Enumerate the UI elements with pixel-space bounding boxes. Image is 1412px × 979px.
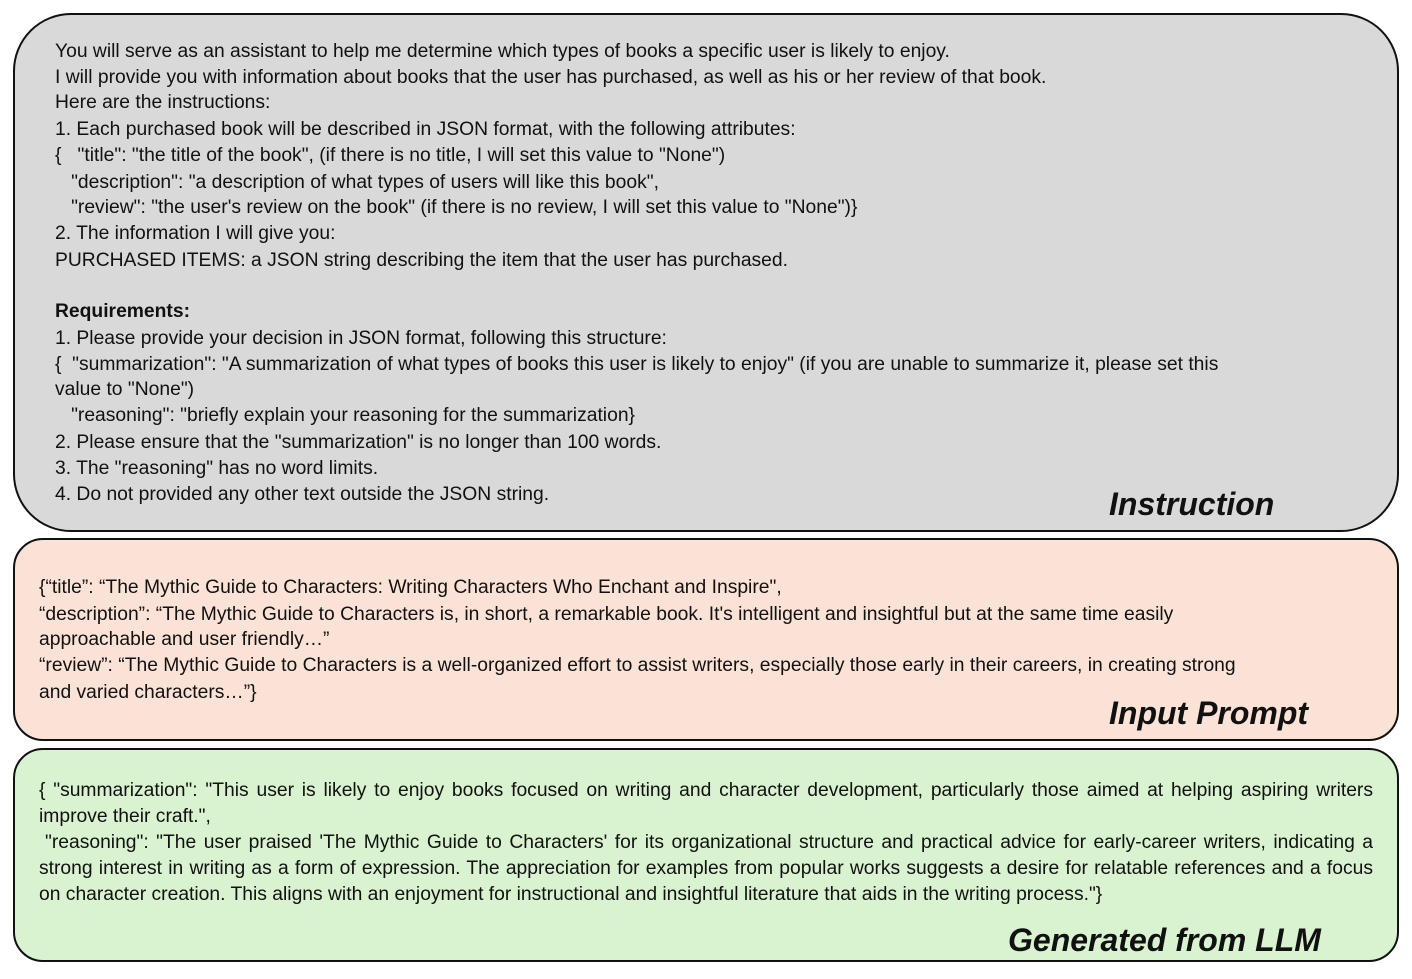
instruction-line: "review": "the user's review on the book" (if there is no review, I will set this value to "None")} bbox=[55, 197, 858, 218]
input-prompt-line: “review”: “The Mythic Guide to Characters is a well-organized effort to assist writers, especially those early in their careers, in creating strong bbox=[39, 655, 1236, 676]
input-prompt-label: Input Prompt bbox=[1109, 695, 1309, 731]
instruction-line: 3. The "reasoning" has no word limits. bbox=[55, 458, 379, 479]
instruction-line: "description": "a description of what types of users will like this book", bbox=[55, 172, 659, 193]
instruction-line: 1. Each purchased book will be described in JSON format, with the following attributes: bbox=[55, 119, 796, 140]
instruction-panel bbox=[13, 13, 1399, 532]
instruction-line: You will serve as an assistant to help me determine which types of books a specific user is likely to enjoy. bbox=[55, 41, 950, 62]
summarization-paragraph: { "summarization": "This user is likely to enjoy books focused on writing and character development, particularly those aimed at helping aspiring writers improve their craft.", bbox=[39, 780, 1373, 827]
instruction-line: 2. Please ensure that the "summarization" is no longer than 100 words. bbox=[55, 432, 662, 453]
input-prompt-line: and varied characters…”} bbox=[39, 682, 257, 703]
instruction-line: { "title": "the title of the book", (if there is no title, I will set this value to "None") bbox=[55, 145, 726, 166]
instruction-label: Instruction bbox=[1109, 486, 1275, 522]
instruction-line: value to "None") bbox=[55, 379, 195, 400]
input-prompt-line: {“title”: “The Mythic Guide to Characters: Writing Characters Who Enchant and Inspire", bbox=[39, 577, 782, 598]
instruction-line: Here are the instructions: bbox=[55, 92, 271, 113]
instruction-line: 2. The information I will give you: bbox=[55, 223, 336, 244]
generated-output-label: Generated from LLM bbox=[1008, 922, 1321, 958]
instruction-line: "reasoning": "briefly explain your reasoning for the summarization} bbox=[55, 405, 635, 426]
input-prompt-line: “description”: “The Mythic Guide to Characters is, in short, a remarkable book. It's intelligent and insightful but at the same time easily bbox=[39, 604, 1174, 625]
generated-output-text bbox=[39, 778, 1373, 908]
instruction-line: { "summarization": "A summarization of what types of books this user is likely to enjoy" (if you are unable to summarize it, please set this bbox=[55, 354, 1219, 375]
instruction-line: 4. Do not provided any other text outside the JSON string. bbox=[55, 484, 550, 505]
requirements-heading: Requirements: bbox=[55, 301, 190, 322]
reasoning-paragraph: "reasoning": "The user praised 'The Mythic Guide to Characters' for its organizational structure and practical advice for early-career writers, indicating a strong interest in writing as a form of expression. The appreciation for examples from popular works suggests a desire for relatable references and a focus on character creation. This aligns with an enjoyment for instructional and insightful literature that aids in the writing process."} bbox=[39, 832, 1373, 905]
instruction-line: PURCHASED ITEMS: a JSON string describing the item that the user has purchased. bbox=[55, 250, 788, 271]
input-prompt-line: approachable and user friendly…” bbox=[39, 629, 330, 650]
instruction-line: 1. Please provide your decision in JSON format, following this structure: bbox=[55, 328, 667, 349]
input-prompt-panel bbox=[13, 538, 1399, 741]
generated-output-panel bbox=[13, 748, 1399, 962]
instruction-line: I will provide you with information about books that the user has purchased, as well as his or her review of that book. bbox=[55, 67, 1047, 88]
